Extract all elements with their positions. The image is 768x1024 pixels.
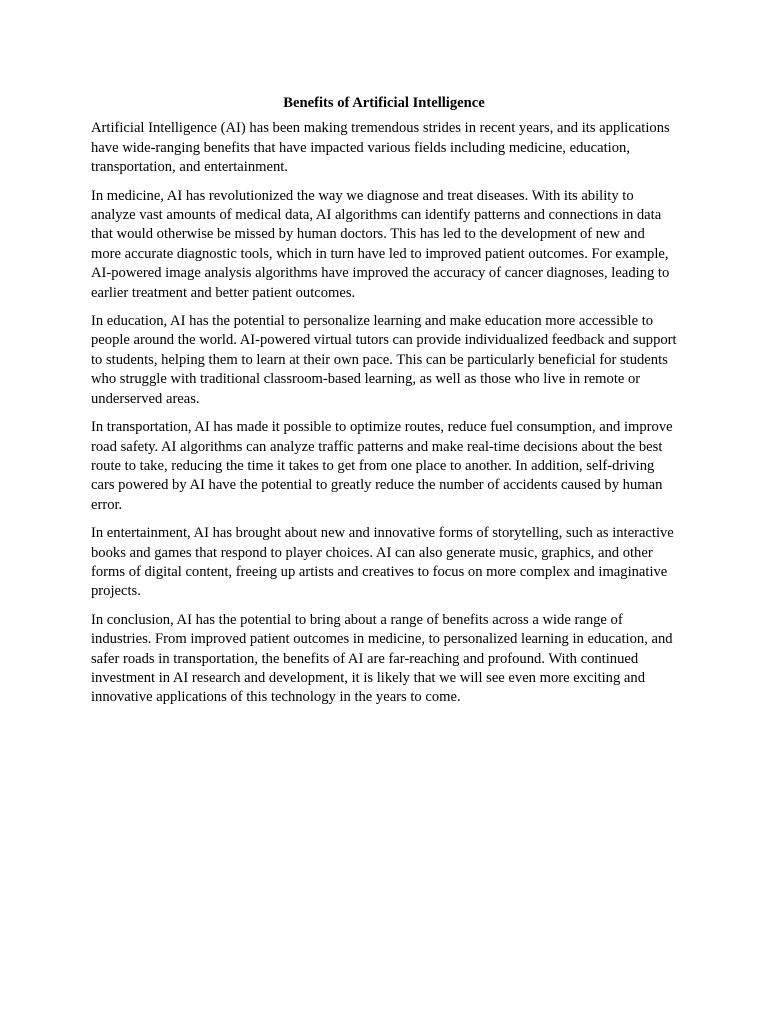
paragraph-entertainment: In entertainment, AI has brought about new and innovative forms of storytelling, such as interactive books and games that respond to player choices. AI can also generate music, graphics, and other forms of digital content, freeing up artists and creatives to focus on more complex and imaginative projects.	[91, 525, 674, 600]
paragraph-education: In education, AI has the potential to personalize learning and make education more accessible to people around the world. AI-powered virtual tutors can provide individualized feedback and support to students, helping them to learn at their own pace. This can be particularly beneficial for students who struggle with traditional classroom-based learning, as well as those who live in remote or underserved areas.	[91, 313, 677, 407]
paragraph-medicine: In medicine, AI has revolutionized the way we diagnose and treat diseases. With its ability to analyze vast amounts of medical data, AI algorithms can identify patterns and connections in data that would otherwise be missed by human doctors. This has led to the development of new and more accurate diagnostic tools, which in turn have led to improved patient outcomes. For example, AI-powered image analysis algorithms have improved the accuracy of cancer diagnoses, leading to earlier treatment and better patient outcomes.	[91, 187, 670, 301]
paragraph-introduction: Artificial Intelligence (AI) has been making tremendous strides in recent years, and its applications have wide-ranging benefits that have impacted various fields including medicine, education, transportation, and entertainment.	[91, 120, 670, 176]
paragraph-conclusion: In conclusion, AI has the potential to bring about a range of benefits across a wide range of industries. From improved patient outcomes in medicine, to personalized learning in education, and safer roads in transportation, the benefits of AI are far-reaching and profound. With continued investment in AI research and development, it is likely that we will see even more exciting and innovative applications of this technology in the years to come.	[91, 611, 673, 706]
document-body	[91, 94, 677, 717]
document-title: Benefits of Artificial Intelligence	[283, 95, 485, 111]
paragraph-transportation: In transportation, AI has made it possible to optimize routes, reduce fuel consumption, and improve road safety. AI algorithms can analyze traffic patterns and make real-time decisions about the best route to take, reducing the time it takes to get from one place to another. In addition, self-driving cars powered by AI have the potential to greatly reduce the number of accidents caused by human error.	[91, 419, 673, 513]
